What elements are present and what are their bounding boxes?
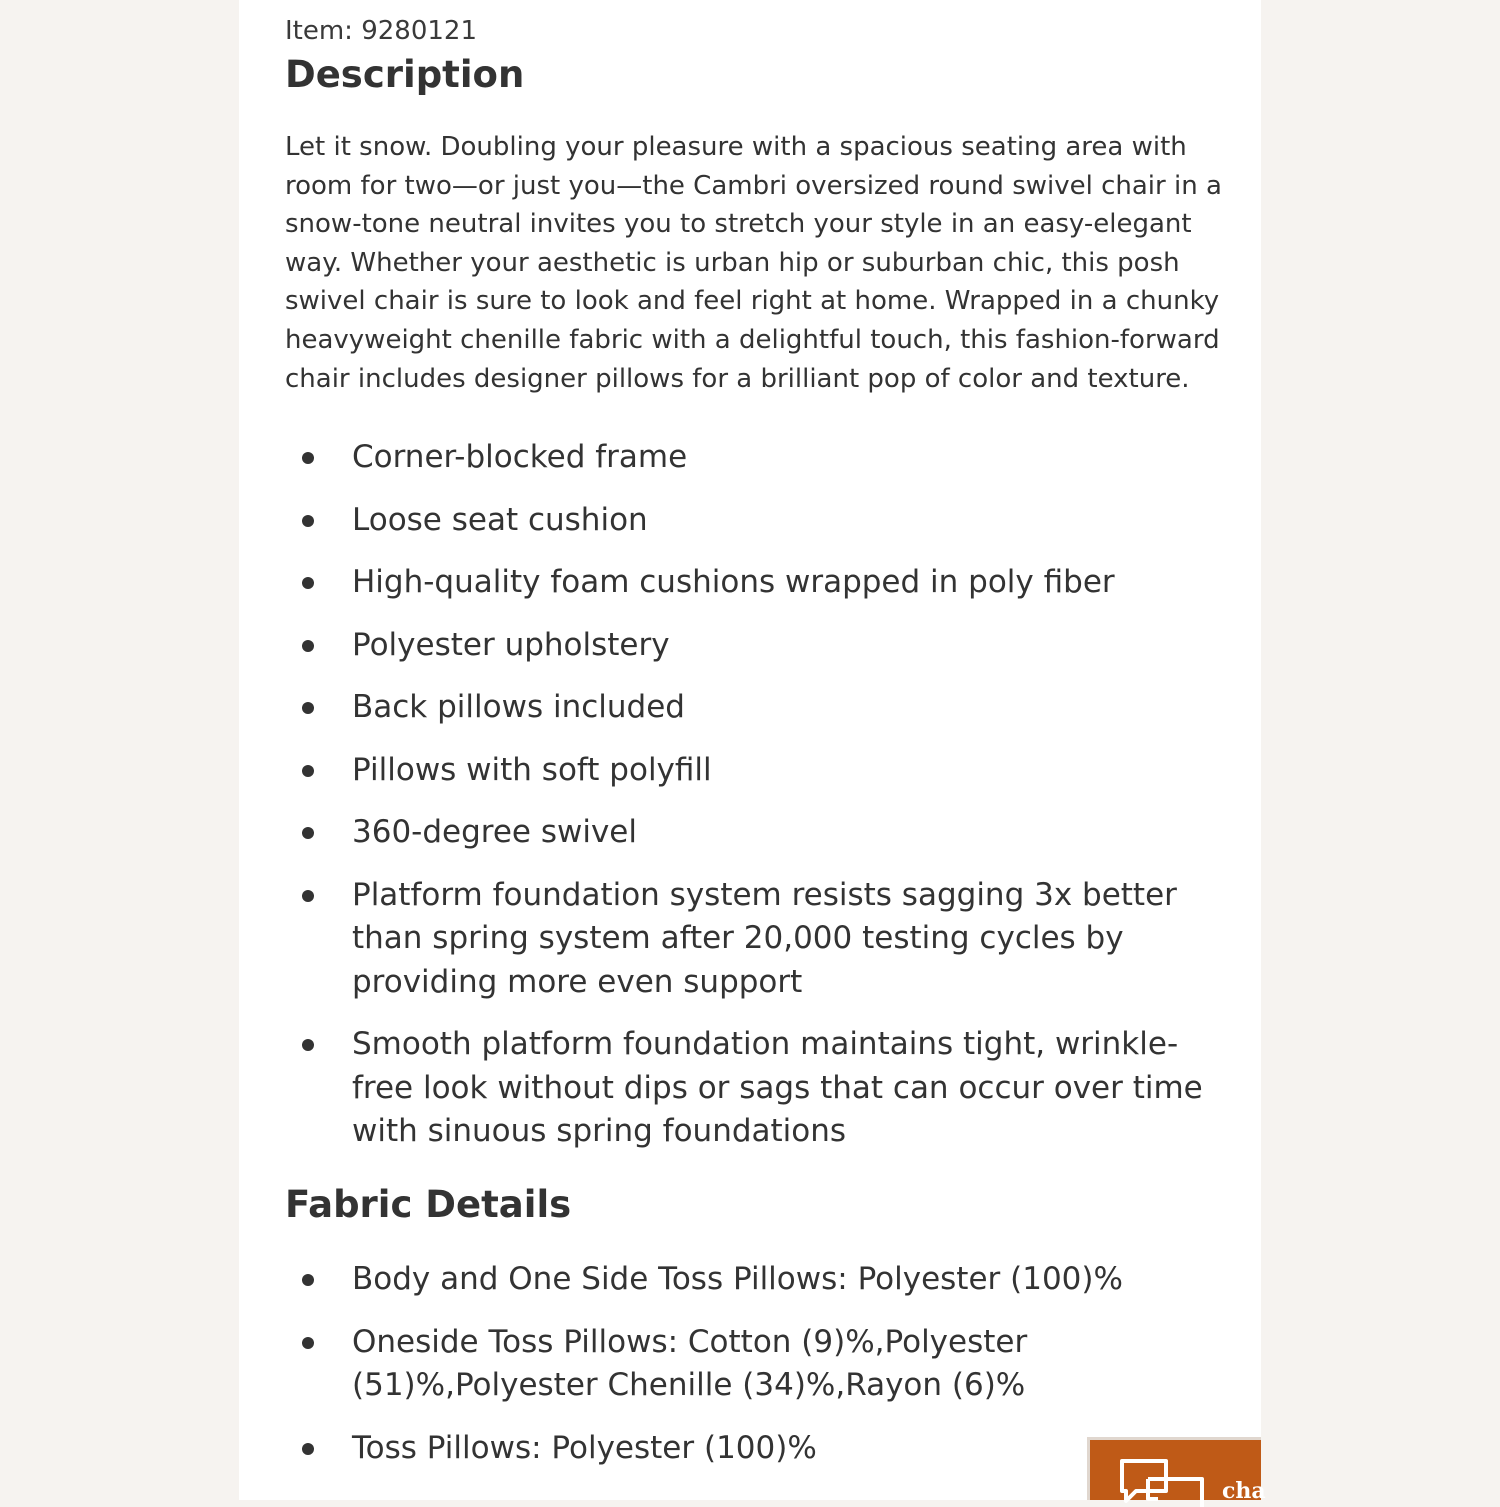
chat-bubbles-icon	[1118, 1457, 1208, 1507]
bullet-icon	[302, 577, 314, 589]
feature-item: Platform foundation system resists sagging 3x better than spring system after 20,000 testing cycles by providing more even support	[285, 874, 1205, 1005]
bullet-icon	[302, 702, 314, 714]
chat-button[interactable]	[1087, 1437, 1266, 1504]
bullet-icon	[302, 452, 314, 464]
fabric-details-list	[285, 1258, 1205, 1489]
fabric-details-heading: Fabric Details	[285, 1183, 572, 1226]
feature-item: Polyester upholstery	[285, 624, 1205, 668]
item-number: Item: 9280121	[285, 16, 478, 46]
feature-item: Loose seat cushion	[285, 499, 1205, 543]
bullet-icon	[302, 890, 314, 902]
feature-item: Pillows with soft polyfill	[285, 749, 1205, 793]
fabric-item: Body and One Side Toss Pillows: Polyester (100)%	[285, 1258, 1205, 1302]
fabric-item: Oneside Toss Pillows: Cotton (9)%,Polyester (51)%,Polyester Chenille (34)%,Rayon (6)%	[285, 1321, 1205, 1408]
product-details-panel	[239, 0, 1261, 1500]
bullet-icon	[302, 1443, 314, 1455]
bullet-icon	[302, 1337, 314, 1349]
fabric-item: Toss Pillows: Polyester (100)%	[285, 1427, 1205, 1471]
feature-item: Smooth platform foundation maintains tight, wrinkle-free look without dips or sags that can occur over time with sinuous spring foundations	[285, 1023, 1205, 1154]
bullet-icon	[302, 640, 314, 652]
bullet-icon	[302, 827, 314, 839]
chat-label: cha	[1222, 1478, 1266, 1504]
bullet-icon	[302, 1039, 314, 1051]
bullet-icon	[302, 765, 314, 777]
description-text: Let it snow. Doubling your pleasure with a spacious seating area with room for two—or just you—the Cambri oversized round swivel chair in a snow-tone neutral invites you to stretch your style in an easy-elegant way. Whether your aesthetic is urban hip or suburban chic, this posh swivel chair is sure to look and feel right at home. Wrapped in a chunky heavyweight chenille fabric with a delightful touch, this fashion-forward chair includes designer pillows for a brilliant pop of color and texture.	[285, 132, 1222, 394]
feature-item: Back pillows included	[285, 686, 1205, 730]
bullet-icon	[302, 1274, 314, 1286]
feature-item: High-quality foam cushions wrapped in poly fiber	[285, 561, 1205, 605]
description-heading: Description	[285, 53, 525, 96]
feature-item: 360-degree swivel	[285, 811, 1205, 855]
feature-item: Corner-blocked frame	[285, 436, 1205, 480]
bullet-icon	[302, 515, 314, 527]
features-list	[285, 436, 1205, 1173]
